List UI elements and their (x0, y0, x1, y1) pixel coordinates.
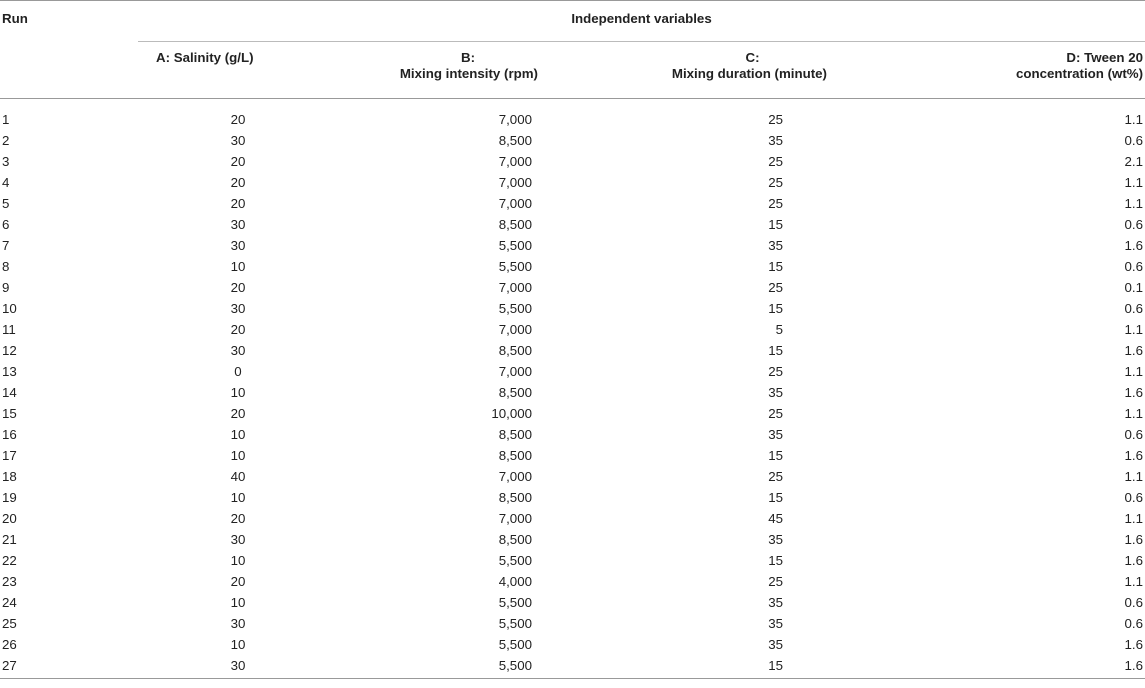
cell-mixing-intensity: 4,000 (498, 573, 532, 589)
cell-salinity: 30 (230, 132, 246, 148)
cell-mixing-duration: 15 (768, 342, 783, 358)
table-row (0, 382, 1145, 403)
run-header: Run (2, 11, 28, 26)
cell-mixing-duration: 25 (768, 153, 783, 169)
cell-tween-concentration: 0.6 (1124, 426, 1144, 442)
cell-mixing-duration: 35 (768, 615, 783, 631)
cell-mixing-duration: 15 (768, 300, 783, 316)
cell-run: 17 (2, 447, 17, 463)
cell-tween-concentration: 1.6 (1124, 237, 1144, 253)
cell-mixing-intensity: 5,500 (498, 615, 532, 631)
cell-run: 7 (2, 237, 10, 253)
cell-run: 18 (2, 468, 17, 484)
cell-mixing-intensity: 7,000 (498, 321, 532, 337)
cell-mixing-duration: 35 (768, 384, 783, 400)
cell-tween-concentration: 1.1 (1124, 363, 1144, 379)
cell-run: 16 (2, 426, 17, 442)
column-header-mixing-intensity (338, 42, 558, 99)
cell-mixing-duration: 25 (768, 279, 783, 295)
cell-salinity: 20 (230, 153, 246, 169)
cell-mixing-duration: 25 (768, 174, 783, 190)
cell-mixing-duration: 35 (768, 636, 783, 652)
cell-tween-concentration: 0.6 (1124, 489, 1144, 505)
cell-run: 20 (2, 510, 17, 526)
cell-tween-concentration: 1.6 (867, 655, 1145, 679)
column-header-line: B: (460, 50, 476, 65)
cell-mixing-intensity: 8,500 (498, 531, 532, 547)
cell-tween-concentration: 1.6 (1124, 384, 1144, 400)
table-row (0, 361, 1145, 382)
table-row (0, 529, 1145, 550)
cell-tween-concentration: 1.1 (1124, 510, 1144, 526)
cell-mixing-intensity: 5,500 (498, 237, 532, 253)
cell-salinity: 20 (230, 195, 246, 211)
cell-mixing-intensity: 7,000 (498, 510, 532, 526)
cell-salinity: 10 (230, 489, 246, 505)
cell-tween-concentration: 0.6 (1124, 594, 1144, 610)
cell-tween-concentration: 0.6 (1124, 132, 1144, 148)
cell-mixing-intensity: 8,500 (498, 489, 532, 505)
cell-tween-concentration: 1.6 (1124, 531, 1144, 547)
cell-salinity: 30 (138, 655, 338, 679)
cell-run: 13 (2, 363, 17, 379)
cell-run: 15 (2, 405, 17, 421)
cell-salinity: 10 (230, 594, 246, 610)
cell-run: 6 (2, 216, 10, 232)
cell-tween-concentration: 1.6 (1124, 552, 1144, 568)
cell-mixing-intensity: 5,500 (498, 552, 532, 568)
cell-run: 23 (2, 573, 17, 589)
table-row (0, 214, 1145, 235)
cell-salinity: 40 (230, 468, 246, 484)
cell-tween-concentration: 1.6 (1124, 636, 1144, 652)
cell-tween-concentration: 0.6 (1124, 258, 1144, 274)
cell-salinity: 10 (230, 426, 246, 442)
cell-tween-concentration: 0.1 (1124, 279, 1144, 295)
column-header-mixing-duration (558, 42, 867, 99)
table-row (0, 151, 1145, 172)
cell-salinity: 20 (230, 573, 246, 589)
cell-run: 14 (2, 384, 17, 400)
table-row (0, 487, 1145, 508)
column-header-line: concentration (wt%) (1015, 66, 1144, 81)
table-row (0, 235, 1145, 256)
cell-mixing-intensity: 7,000 (498, 174, 532, 190)
cell-salinity: 20 (230, 321, 246, 337)
cell-salinity: 20 (230, 279, 246, 295)
table-row (0, 277, 1145, 298)
cell-salinity: 0 (234, 363, 242, 379)
table-row (0, 403, 1145, 424)
table-row (0, 193, 1145, 214)
cell-run: 4 (2, 174, 10, 190)
cell-mixing-intensity: 5,500 (498, 594, 532, 610)
cell-mixing-duration: 25 (768, 573, 783, 589)
cell-salinity: 30 (230, 216, 246, 232)
cell-mixing-duration: 15 (768, 258, 783, 274)
table-header (0, 1, 1145, 99)
cell-mixing-intensity: 7,000 (498, 468, 532, 484)
cell-mixing-intensity: 8,500 (498, 447, 532, 463)
cell-salinity: 10 (230, 552, 246, 568)
cell-mixing-duration: 25 (768, 111, 783, 127)
cell-mixing-intensity: 8,500 (498, 216, 532, 232)
column-header-salinity (138, 42, 338, 99)
cell-mixing-duration: 35 (768, 237, 783, 253)
cell-salinity: 20 (230, 111, 246, 127)
cell-run: 27 (0, 655, 138, 679)
cell-mixing-intensity: 7,000 (498, 111, 532, 127)
cell-mixing-duration: 25 (768, 468, 783, 484)
cell-mixing-duration: 15 (558, 655, 867, 679)
cell-mixing-intensity: 5,500 (338, 655, 558, 679)
cell-mixing-duration: 45 (768, 510, 783, 526)
table-row (0, 571, 1145, 592)
cell-run: 2 (2, 132, 10, 148)
cell-run: 11 (2, 321, 16, 337)
cell-mixing-intensity: 10,000 (491, 405, 532, 421)
cell-tween-concentration: 1.1 (1124, 174, 1144, 190)
cell-run: 8 (2, 258, 10, 274)
cell-mixing-duration: 15 (768, 489, 783, 505)
cell-salinity: 30 (230, 342, 246, 358)
cell-tween-concentration: 1.1 (1124, 405, 1144, 421)
cell-run: 25 (2, 615, 17, 631)
table-row (0, 319, 1145, 340)
column-header-line: A: Salinity (g/L) (156, 50, 254, 65)
cell-run: 1 (2, 111, 10, 127)
cell-mixing-duration: 35 (768, 594, 783, 610)
table-row (0, 655, 1145, 679)
table-row (0, 466, 1145, 487)
cell-salinity: 20 (230, 405, 246, 421)
cell-mixing-intensity: 7,000 (498, 195, 532, 211)
column-header-tween-concentration (867, 42, 1145, 99)
table-row (0, 340, 1145, 361)
cell-mixing-duration: 25 (768, 405, 783, 421)
table-row (0, 592, 1145, 613)
cell-salinity: 10 (230, 384, 246, 400)
cell-mixing-intensity: 7,000 (498, 363, 532, 379)
cell-mixing-duration: 25 (768, 363, 783, 379)
table-row (0, 424, 1145, 445)
cell-mixing-intensity: 7,000 (498, 153, 532, 169)
cell-salinity: 30 (230, 615, 246, 631)
cell-tween-concentration: 1.1 (1124, 195, 1144, 211)
cell-run: 21 (2, 531, 17, 547)
cell-run: 22 (2, 552, 17, 568)
table-body (0, 99, 1145, 679)
column-header-line: D: Tween 20 (1066, 50, 1144, 65)
cell-run: 26 (2, 636, 17, 652)
cell-tween-concentration: 0.6 (1124, 615, 1144, 631)
table-row (0, 130, 1145, 151)
cell-salinity: 30 (230, 237, 246, 253)
cell-mixing-intensity: 7,000 (498, 279, 532, 295)
cell-tween-concentration: 0.6 (1124, 300, 1144, 316)
cell-salinity: 20 (230, 174, 246, 190)
table-row (0, 256, 1145, 277)
cell-mixing-duration: 25 (768, 195, 783, 211)
cell-run: 3 (2, 153, 10, 169)
table-row (0, 550, 1145, 571)
cell-mixing-duration: 5 (775, 321, 783, 337)
table-row (0, 99, 1145, 131)
table-row (0, 172, 1145, 193)
cell-mixing-duration: 35 (768, 426, 783, 442)
cell-salinity: 20 (230, 510, 246, 526)
cell-run: 9 (2, 279, 10, 295)
cell-mixing-intensity: 5,500 (498, 300, 532, 316)
column-header-line: C: (745, 50, 760, 65)
table-row (0, 445, 1145, 466)
cell-mixing-intensity: 5,500 (498, 258, 532, 274)
cell-mixing-intensity: 8,500 (498, 132, 532, 148)
cell-salinity: 30 (230, 531, 246, 547)
group-header: Independent variables (138, 1, 1145, 42)
cell-mixing-duration: 15 (768, 447, 783, 463)
cell-tween-concentration: 1.6 (1124, 342, 1144, 358)
table-row (0, 508, 1145, 529)
cell-run: 10 (2, 300, 17, 316)
cell-run: 24 (2, 594, 17, 610)
cell-salinity: 30 (230, 300, 246, 316)
column-header-line: Mixing intensity (rpm) (399, 66, 538, 81)
cell-tween-concentration: 0.6 (1124, 216, 1144, 232)
cell-run: 19 (2, 489, 17, 505)
cell-tween-concentration: 2.1 (1124, 153, 1144, 169)
cell-tween-concentration: 1.1 (1124, 573, 1144, 589)
table-row (0, 613, 1145, 634)
cell-mixing-intensity: 8,500 (498, 384, 532, 400)
cell-run: 5 (2, 195, 10, 211)
cell-tween-concentration: 1.1 (1124, 321, 1144, 337)
cell-mixing-intensity: 8,500 (498, 426, 532, 442)
column-header-line: Mixing duration (minute) (671, 66, 827, 81)
cell-run: 12 (2, 342, 17, 358)
cell-tween-concentration: 1.6 (1124, 447, 1144, 463)
cell-salinity: 10 (230, 447, 246, 463)
cell-mixing-duration: 15 (768, 216, 783, 232)
cell-mixing-duration: 35 (768, 531, 783, 547)
cell-salinity: 10 (230, 636, 246, 652)
cell-mixing-duration: 15 (768, 552, 783, 568)
cell-mixing-duration: 35 (768, 132, 783, 148)
table-row (0, 298, 1145, 319)
cell-mixing-intensity: 5,500 (498, 636, 532, 652)
table-row (0, 634, 1145, 655)
cell-tween-concentration: 1.1 (1124, 468, 1144, 484)
cell-salinity: 10 (230, 258, 246, 274)
cell-tween-concentration: 1.1 (1124, 111, 1144, 127)
cell-mixing-intensity: 8,500 (498, 342, 532, 358)
